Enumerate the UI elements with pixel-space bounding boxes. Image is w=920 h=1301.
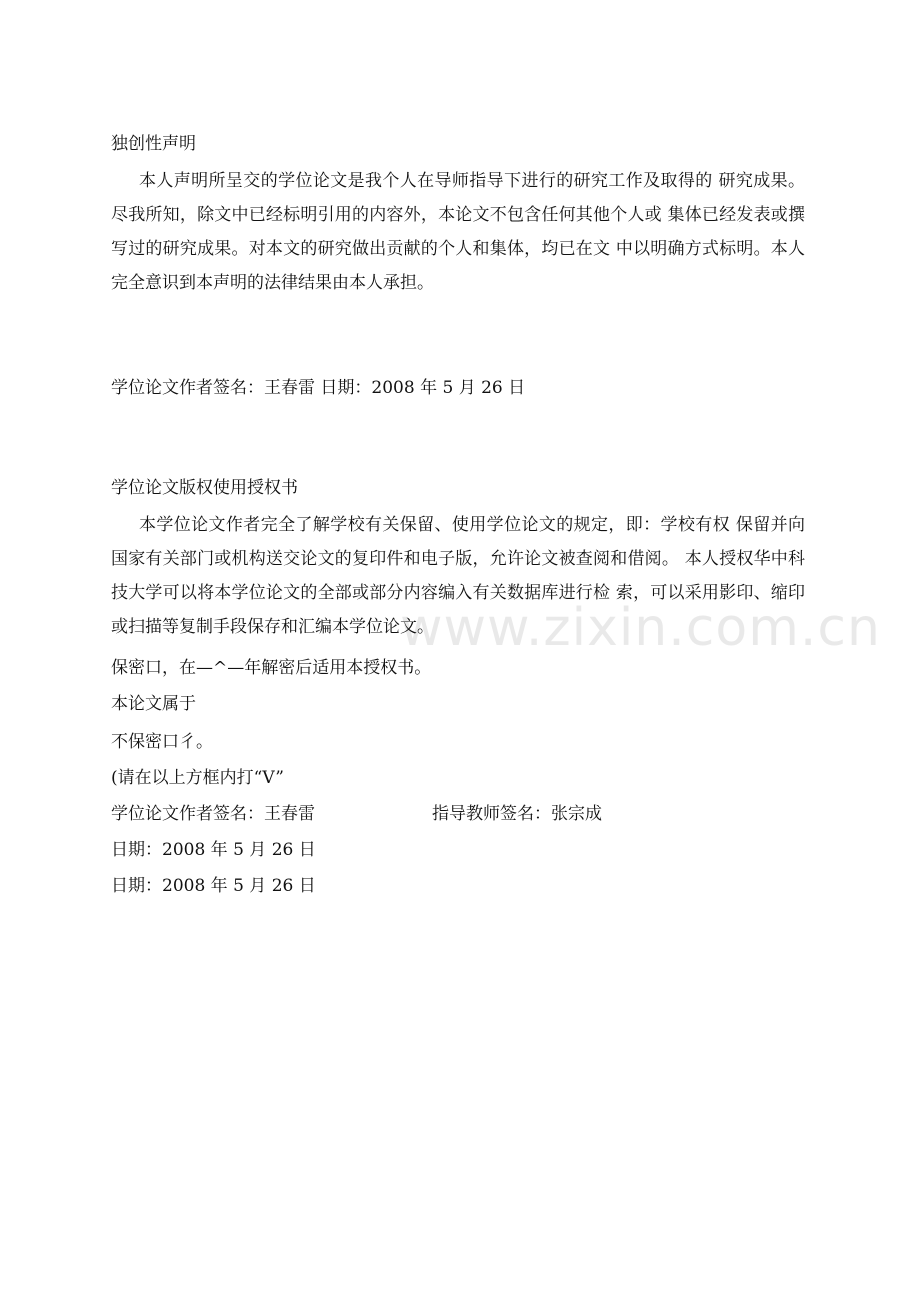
declaration-heading: 独创性声明 — [111, 134, 196, 154]
authorization-body: 本学位论文作者完全了解学校有关保留、使用学位论文的规定，即：学校有权 保留并向国家有关部门或机构送交论文的复印件和电子版，允许论文被查阅和借阅。 本人授权华中科技大学可以将本学位论文的全部或部分内容编入有关数据库进行检 索，可以采用影印、缩印或扫描等复制手段保存和汇编本学位论文。 — [111, 515, 805, 637]
declaration-signature-line: 学位论文作者签名：王春雷 日期：2008 年 5 月 26 日 — [111, 378, 526, 398]
belongs-line: 本论文属于 — [111, 694, 196, 714]
checkbox-instruction-line: (请在以上方框内打“V” — [111, 768, 284, 788]
date-line-2: 日期：2008 年 5 月 26 日 — [111, 876, 316, 896]
not-secret-option-line: 不保密口彳。 — [111, 732, 213, 752]
watermark-text: www.zixin.com.cn — [400, 598, 881, 658]
declaration-body: 本人声明所呈交的学位论文是我个人在导师指导下进行的研究工作及取得的 研究成果。尽我所知，除文中已经标明引用的内容外，本论文不包含任何其他个人或 集体已经发表或撰写过的研究成果。对本文的研究做出贡献的个人和集体，均已在文 中以明确方式标明。本人完全意识到本声明的法律结果由本人承担。 — [111, 171, 805, 293]
author-signature: 学位论文作者签名：王春雷 — [111, 804, 315, 824]
date-line-1: 日期：2008 年 5 月 26 日 — [111, 840, 316, 860]
secret-option-line: 保密口，在—^—年解密后适用本授权书。 — [111, 658, 432, 678]
advisor-signature: 指导教师签名：张宗成 — [432, 804, 602, 824]
authorization-heading: 学位论文版权使用授权书 — [111, 478, 298, 498]
